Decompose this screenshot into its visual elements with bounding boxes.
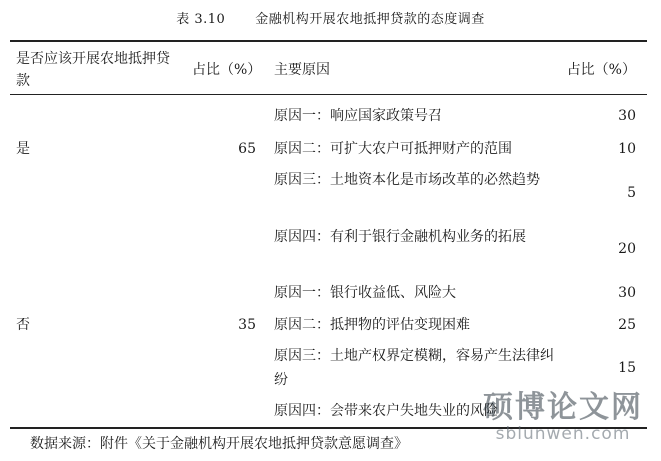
reason-share: 30 bbox=[618, 285, 636, 301]
reason-text: 原因三：土地资本化是市场改革的必然趋势 bbox=[274, 172, 540, 188]
header-rule bbox=[10, 94, 647, 95]
table-title: 金融机构开展农地抵押贷款的态度调查 bbox=[255, 12, 485, 27]
reason-share: 25 bbox=[618, 317, 636, 333]
reason-share: 10 bbox=[618, 141, 636, 157]
header-reason: 主要原因 bbox=[274, 62, 330, 78]
top-rule bbox=[10, 40, 647, 42]
reason-text: 原因四：会带来农户失地失业的风险 bbox=[274, 403, 498, 419]
table-number: 表 3.10 bbox=[176, 12, 226, 27]
reason-share: 20 bbox=[618, 241, 636, 257]
header-share: 占比（%） bbox=[192, 62, 262, 78]
reason-text: 原因二：可扩大农户可抵押财产的范围 bbox=[274, 141, 512, 157]
share-no: 35 bbox=[238, 317, 256, 333]
reason-text: 原因二：抵押物的评估变现困难 bbox=[274, 317, 470, 333]
answer-yes: 是 bbox=[16, 141, 30, 157]
reason-text: 原因一：银行收益低、风险大 bbox=[274, 285, 456, 301]
reason-share: 5 bbox=[627, 185, 636, 201]
header-answer: 是否应该开展农地抵押贷款 bbox=[16, 51, 170, 89]
watermark-en: sblunwen.com bbox=[495, 424, 631, 444]
watermark bbox=[468, 380, 658, 450]
reason-text: 原因一：响应国家政策号召 bbox=[274, 108, 442, 124]
watermark-cn: 硕博论文网 bbox=[483, 390, 643, 425]
data-source-note: 数据来源：附件《关于金融机构开展农地抵押贷款意愿调查》 bbox=[30, 436, 408, 452]
reason-text: 原因三：土地产权界定模糊，容易产生法律纠纷 bbox=[274, 348, 554, 388]
share-yes: 65 bbox=[238, 141, 256, 157]
reason-share: 30 bbox=[618, 108, 636, 124]
answer-no: 否 bbox=[16, 317, 30, 333]
header-reason-share: 占比（%） bbox=[566, 62, 636, 78]
table-caption bbox=[0, 8, 661, 27]
reason-share: 15 bbox=[618, 360, 636, 376]
reason-text: 原因四：有利于银行金融机构业务的拓展 bbox=[274, 229, 526, 245]
